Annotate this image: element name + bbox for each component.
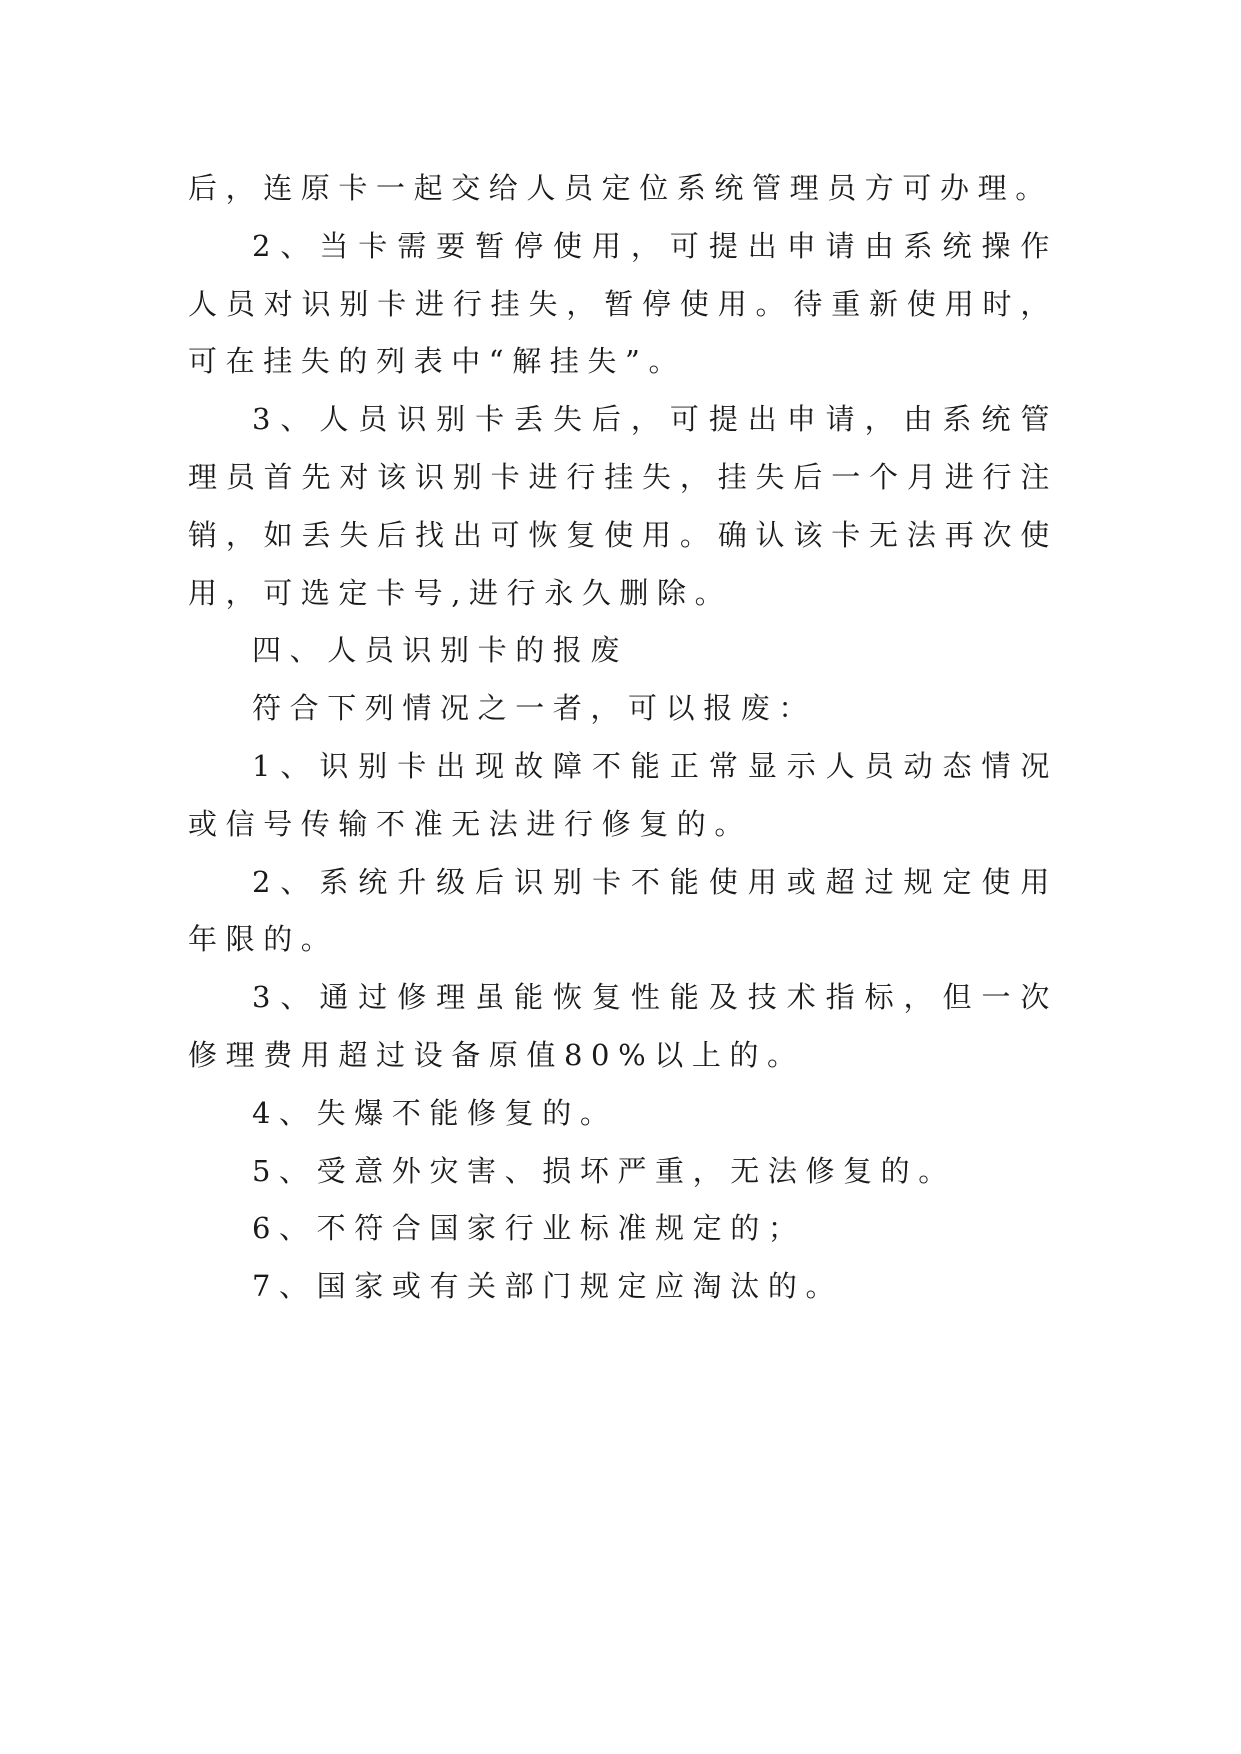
list-item-scrap-5: 5、受意外灾害、损坏严重，无法修复的。 — [252, 1153, 956, 1188]
list-item-scrap-3: 3、通过修理虽能恢复性能及技术指标，但一次修理费用超过设备原值80%以上的。 — [188, 980, 1058, 1072]
list-item-scrap-4: 4、失爆不能修复的。 — [252, 1095, 618, 1130]
paragraph-item-3-lost-card: 3、人员识别卡丢失后，可提出申请，由系统管理员首先对该识别卡进行挂失，挂失后一个月进行注销，如丢失后找出可恢复使用。确认该卡无法再次使用，可选定卡号,进行永久删除。 — [188, 402, 1058, 610]
list-item-scrap-2: 2、系统升级后识别卡不能使用或超过规定使用年限的。 — [188, 864, 1058, 957]
paragraph-scrap-conditions-intro: 符合下列情况之一者，可以报废： — [252, 691, 817, 726]
list-item-scrap-6: 6、不符合国家行业标准规定的； — [252, 1211, 806, 1246]
section-heading-scrapping: 四、人员识别卡的报废 — [252, 633, 629, 668]
list-item-scrap-1: 1、识别卡出现故障不能正常显示人员动态情况或信号传输不准无法进行修复的。 — [188, 748, 1058, 841]
document-body — [188, 160, 1058, 1316]
list-item-scrap-7: 7、国家或有关部门规定应淘汰的。 — [252, 1269, 844, 1304]
paragraph-item-2-suspend: 2、当卡需要暂停使用，可提出申请由系统操作人员对识别卡进行挂失，暂停使用。待重新使用时，可在挂失的列表中“解挂失”。 — [188, 228, 1058, 379]
paragraph-continuation: 后，连原卡一起交给人员定位系统管理员方可办理。 — [188, 171, 1053, 205]
